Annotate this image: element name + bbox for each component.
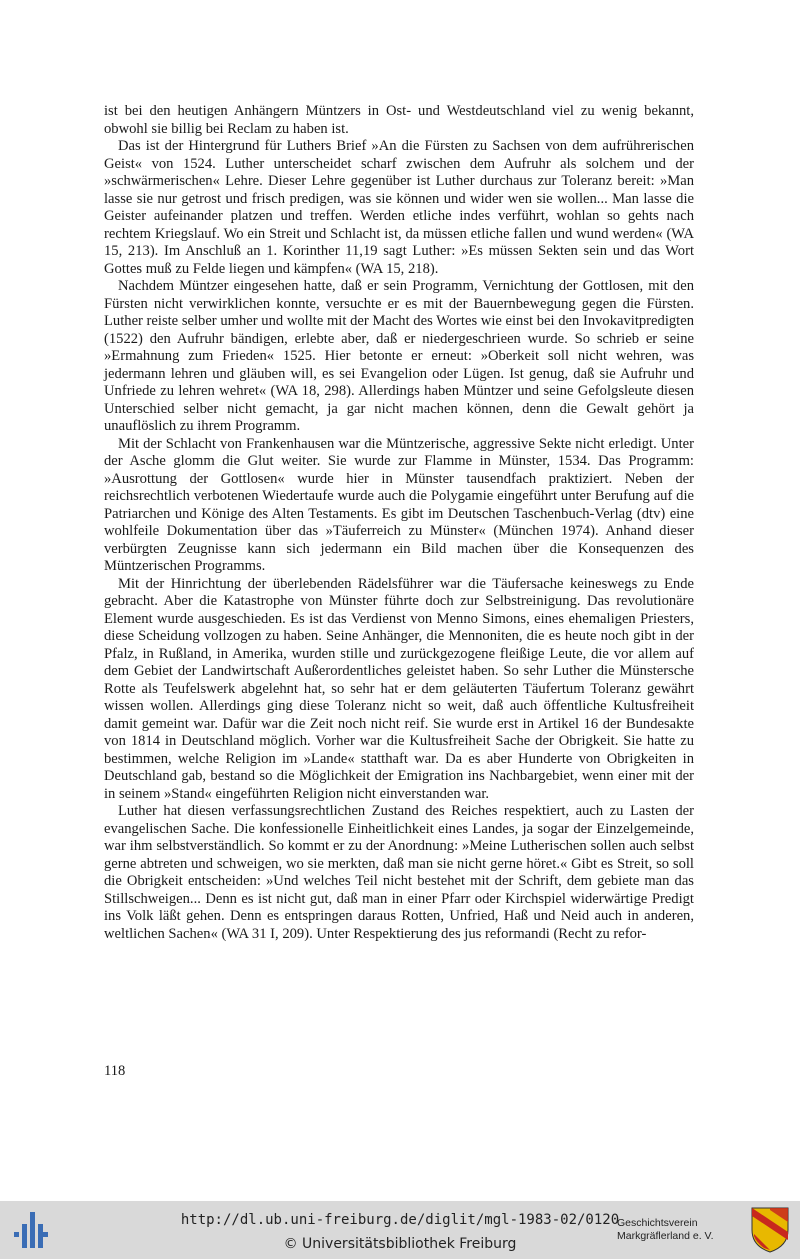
page-number: 118: [104, 1063, 126, 1079]
paragraph-6: Luther hat diesen verfassungsrechtlichen Zustand des Reiches respektiert, auch zu Lasten der evangelischen Sache. Die konfessionelle Einheitlichkeit eines Landes, ja sogar der Einzelgemeinde, war ihm selbstverständlich. So kommt er zu der Anordnung: »Meine Lutherischen sollen auch selbst gerne abtreten und schweigen, wo sie merkten, daß man sie nicht gerne höret.« Gibt es Streit, so soll die Obrigkeit entscheiden: »Und welches Teil nicht bestehet mit der Schrift, dem gebiete man das Stillschweigen... Denn es ist nicht gut, daß man in einer Pfarr oder Kirchspiel widerwärtige Predigt ins Volk läßt gehen. Denn es entspringen daraus Rotten, Unfried, Haß und Neid auch in anderen, weltlichen Sachen« (WA 31 I, 209). Unter Respektierung des jus reformandi (Recht zu refor-: [104, 803, 694, 942]
copyright-notice: © Universitätsbibliothek Freiburg: [283, 1236, 517, 1252]
paragraph-3: Nachdem Müntzer eingesehen hatte, daß er sein Programm, Vernichtung der Gottlosen, mit den Fürsten nicht verwirklichen konnte, versuchte er es mit der Bauernbewegung gegen die Fürsten. Luther reiste selber umher und wollte mit der Macht des Wortes wie einst bei den Invokavitpredigten (1522) den Aufruhr bändigen, erlebte aber, daß er niedergeschrieen wurde. So schrieb er seine »Ermahnung zum Frieden« 1525. Hier betonte er erneut: »Oberkeit soll nicht wehren, was jedermann lehren und gläuben will, es sei Evangelion oder Lügen. Ist genug, daß sie Aufruhr und Unfriede zu lehren wehret« (WA 18, 298). Allerdings haben Müntzer und seine Gefolgsleute diesen Unterschied selber nicht gemacht, ja gar nicht machen können, denn die Gewalt gehört ja unauflöslich zu ihrem Programm.: [104, 278, 694, 434]
society-name-line2: Markgräflerland e. V.: [617, 1230, 714, 1242]
society-name-line1: Geschichtsverein: [617, 1217, 698, 1229]
society-name[interactable]: [617, 1217, 743, 1243]
paragraph-4: Mit der Schlacht von Frankenhausen war die Müntzerische, aggressive Sekte nicht erledigt. Unter der Asche glomm die Glut weiter. Sie wurde zur Flamme in Münster, 1534. Das Programm: »Ausrottung der Gottlosen« wurde hier in Münster tausendfach praktiziert. Neben der reichsrechtlich verbotenen Wiedertaufe wurde auch die Polygamie eingeführt unter Berufung auf die Patriarchen und Könige des Alten Testaments. Es gibt im Deutschen Taschenbuch-Verlag (dtv) eine wohlfeile Dokumentation über das »Täuferreich zu Münster« (München 1974). Anhand dieser verbürgten Zeugnisse kann sich jedermann ein Bild machen über die Konsequenzen des Müntzerischen Programms.: [104, 435, 694, 574]
paragraph-1: ist bei den heutigen Anhängern Müntzers in Ost- und Westdeutschland viel zu wenig bekannt, obwohl sie billig bei Reclam zu haben ist.: [104, 103, 694, 137]
ub-freiburg-logo-icon[interactable]: [14, 1210, 48, 1250]
paragraph-5: Mit der Hinrichtung der überlebenden Rädelsführer war die Täufersache keineswegs zu Ende gebracht. Aber die Katastrophe von Münster führte doch zur Selbstreinigung. Das revolutionäre Element wurde ausgeschieden. Es ist das Verdienst von Menno Simons, eines ehemaligen Priesters, diese Scheidung vollzogen zu haben. Seine Anhänger, die Mennoniten, die es heute noch gibt in der Pfalz, in Rußland, in Amerika, wurden stille und zurückgezogene fleißige Leute, die vor allem auf dem Gebiet der Landwirtschaft Außerordentliches geleistet haben. So sehr Luther die Münstersche Rotte als Teufelswerk abgelehnt hat, so sehr hat er dem geläuterten Täufertum Toleranz gewährt wissen wollen. Allerdings ging diese Toleranz nicht so weit, daß auch öffentliche Kultusfreiheit damit gemeint war. Dafür war die Zeit noch nicht reif. Sie wurde erst in Artikel 16 der Bundesakte von 1814 in Deutschland möglich. Vorher war die Kultusfreiheit Sache der Obrigkeit. Sie hatte zu bestimmen, welche Religion im »Lande« statthaft war. Da es aber Hunderte von Obrigkeiten in Deutschland gab, bestand so die Möglichkeit der Emigration ins Nachbargebiet, wenn einer mit der in seinem »Stand« eingeführten Religion nicht einverstanden war.: [104, 575, 694, 802]
body-text: [104, 103, 694, 943]
paragraph-2: Das ist der Hintergrund für Luthers Brief »An die Fürsten zu Sachsen von dem aufrührerischen Geist« von 1524. Luther unterscheidet scharf zwischen dem Aufruhr als solchem und der »schwärmerischen« Lehre. Dieser Lehre gegenüber ist Luther durchaus zur Toleranz bereit: »Man lasse sie nur getrost und frisch predigen, was sie können und wider wen sie wollen... Man lasse die Geister aufeinander platzen und treffen. Werden etliche indes verführt, wohlan so gehts nach rechtem Kriegslauf. Wo ein Streit und Schlacht ist, da müssen etliche fallen und wund werden« (WA 15, 213). Im Anschluß an 1. Korinther 11,19 sagt Luther: »Es müssen Sekten sein und das Wort Gottes muß zu Felde liegen und kämpfen« (WA 15, 218).: [104, 138, 694, 277]
permalink-url[interactable]: http://dl.ub.uni-freiburg.de/diglit/mgl-1983-02/0120: [180, 1212, 620, 1228]
viewer-footer: [0, 1201, 800, 1259]
coat-of-arms-icon[interactable]: [750, 1206, 790, 1254]
